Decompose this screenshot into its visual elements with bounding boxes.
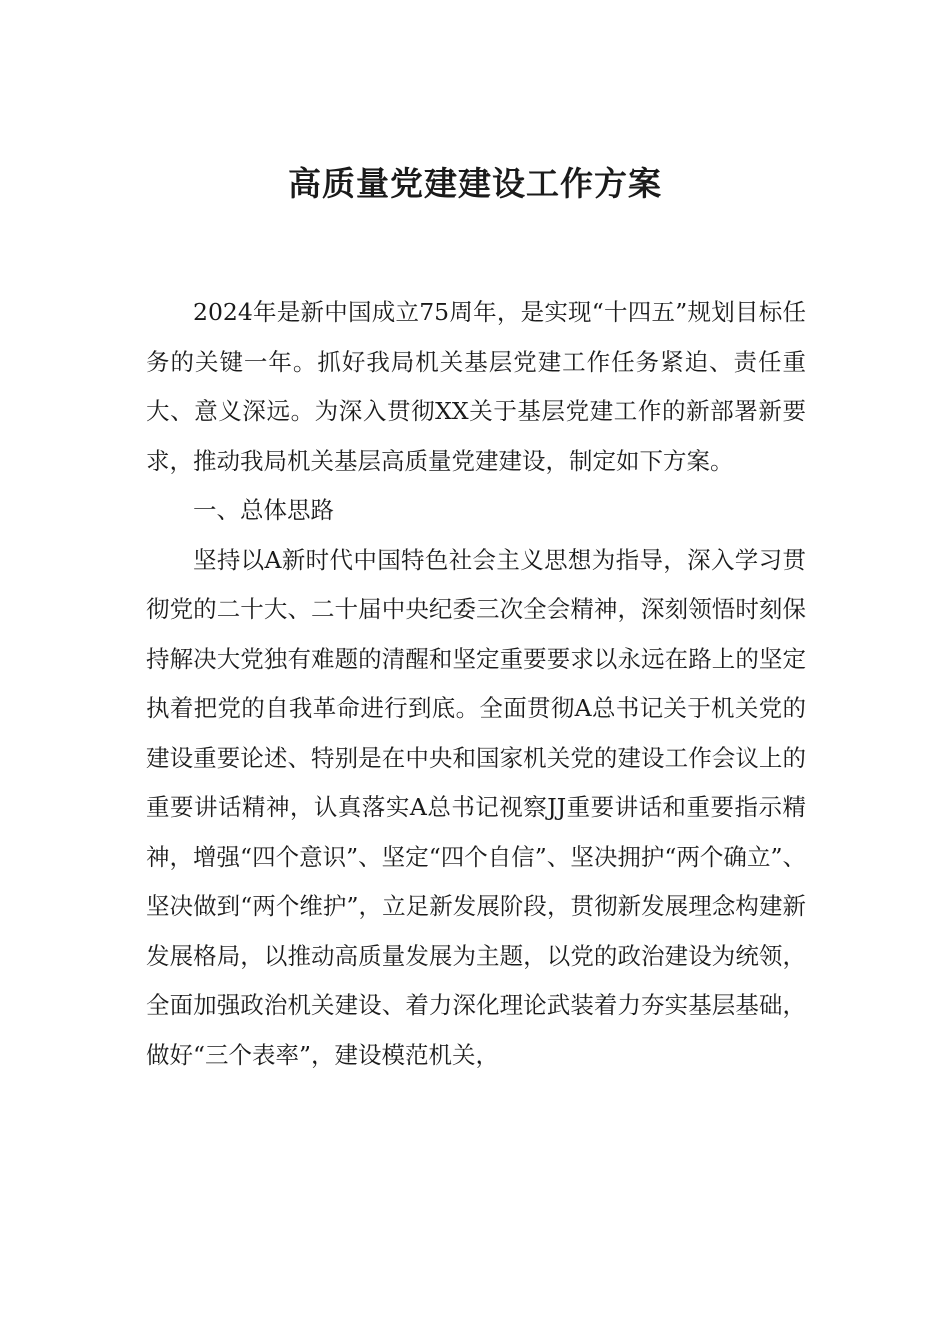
overall-approach-paragraph: 坚持以A新时代中国特色社会主义思想为指导，深入学习贯彻党的二十大、二十届中央纪委三次全会精神，深刻领悟时刻保持解决大党独有难题的清醒和坚定重要要求以永远在路上的坚定执着把党的自我革命进行到底。全面贯彻A总书记关于机关党的建设重要论述、特别是在中央和国家机关党的建设工作会议上的重要讲话精神，认真落实A总书记视察JJ重要讲话和重要指示精神，增强“四个意识”、坚定“四个自信”、坚决拥护“两个确立”、坚决做到“两个维护”，立足新发展阶段，贯彻新发展理念构建新发展格局，以推动高质量发展为主题，以党的政治建设为统领，全面加强政治机关建设、着力深化理论武装着力夯实基层基础，做好“三个表率”，建设模范机关， bbox=[146, 545, 806, 1069]
document-title: 高质量党建建设工作方案 bbox=[288, 164, 662, 203]
intro-paragraph: 2024年是新中国成立75周年，是实现“十四五”规划目标任务的关键一年。抓好我局机关基层党建工作任务紧迫、责任重大、意义深远。为深入贯彻XX关于基层党建工作的新部署新要求，推动我局机关基层高质量党建建设，制定如下方案。 bbox=[146, 298, 806, 475]
document-body bbox=[146, 288, 806, 1080]
section-heading-overall-approach: 一、总体思路 bbox=[193, 496, 334, 524]
